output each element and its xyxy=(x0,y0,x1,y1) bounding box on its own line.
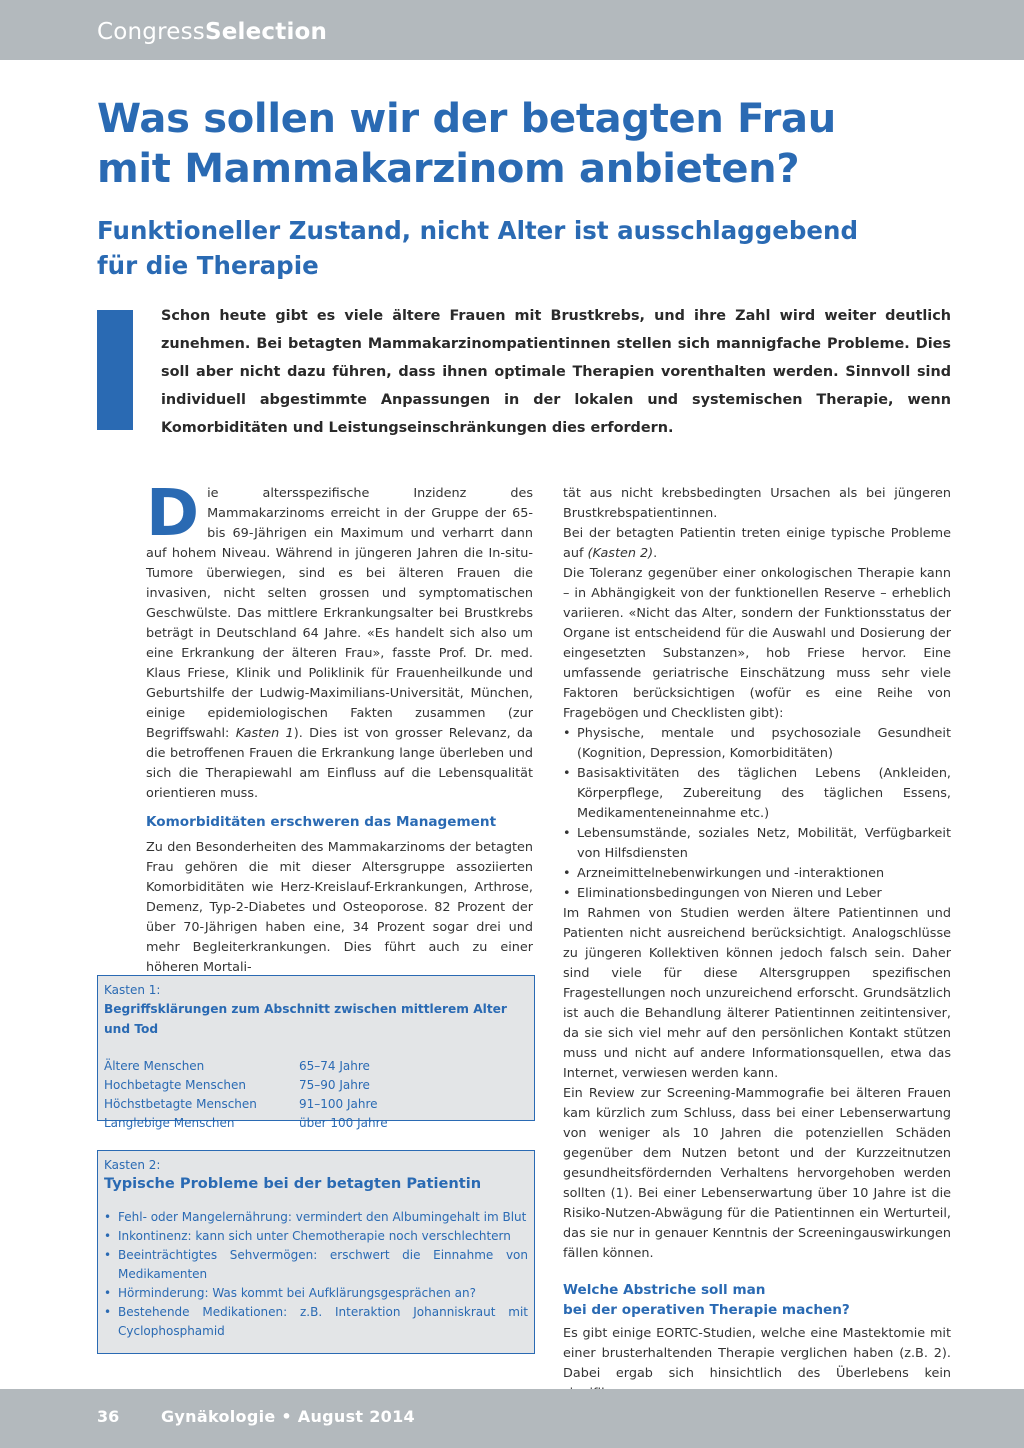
box-reference-2: (Kasten 2) xyxy=(587,546,654,561)
table-row xyxy=(104,1114,528,1133)
intro-text-start: ie altersspezifische Inzidenz des Mammakarzinoms erreicht in der Gruppe der 65- bis 69-Jährigen ein Maximum und verharrt dann auf hohem Niveau. Während in jüngeren Jahren die In-situ-Tumore überwiegen, sind es bei älteren Frauen die invasiven, nicht selten grossen und symptomatischen Geschwülste. Das mittlere Erkrankungsalter bei Brustkrebs beträgt in Deutschland 64 Jahre. «Es handelt sich also um eine Erkrankung der älteren Frau», fasste Prof. Dr. med. Klaus Friese, Klinik und Poliklinik für Frauenheilkunde und Geburtshilfe der Ludwig-Maximilians-Universität, München, einige epidemiologischen Fakten zusammen (zur Begriffswahl: xyxy=(146,486,533,741)
subtitle-line-1: Funktioneller Zustand, nicht Alter ist ausschlaggebend xyxy=(97,216,858,245)
article-title xyxy=(97,94,957,194)
problems-list xyxy=(104,1208,528,1341)
tolerance-paragraph: Die Toleranz gegenüber einer onkologischen Therapie kann – in Abhängigkeit von der funktionellen Reserve – erheblich variieren. «Nicht das Alter, sondern der Funktionsstatus der Organe ist entscheidend für die Auswahl und Dosierung der eingesetzten Substanzen», hob Friese hervor. Eine umfassende geriatrische Einschätzung muss sehr viele Faktoren berücksichtigen (wofür es eine Reihe von Fragebögen und Checklisten gibt): xyxy=(563,566,951,721)
lead-paragraph: Schon heute gibt es viele ältere Frauen mit Brustkrebs, und ihre Zahl wird weiter deutlich zunehmen. Bei betagten Mammakarzinompatientinnen stellen sich mannigfache Probleme. Dies soll aber nicht dazu führen, dass ihnen optimale Therapien vorenthalten werden. Sinnvoll sind individuell abgestimmte Anpassungen in der lokalen und systemischen Therapie, wenn Komorbiditäten und Leistungseinschränkungen dies erfordern. xyxy=(161,308,951,436)
text-column-left xyxy=(146,477,533,978)
box-reference-1: Kasten 1 xyxy=(235,726,294,741)
page-number: 36 xyxy=(97,1407,120,1426)
problems-paragraph xyxy=(563,524,951,564)
subtitle-line-2: für die Therapie xyxy=(97,251,319,280)
term-cell: Langlebige Menschen xyxy=(104,1116,235,1130)
list-item: • Inkontinenz: kann sich unter Chemotherapie noch verschlechtern xyxy=(104,1227,528,1246)
problems-text-end: . xyxy=(653,546,658,561)
section-heading-comorbidities: Komorbiditäten erschweren das Management xyxy=(146,814,497,830)
brand-bold: Selection xyxy=(204,19,328,45)
title-line-2: mit Mammakarzinom anbieten? xyxy=(97,146,800,192)
table-row xyxy=(104,1057,528,1076)
list-item: • Hörminderung: Was kommt bei Aufklärungsgesprächen an? xyxy=(104,1284,528,1303)
age-terms-table xyxy=(104,1057,528,1133)
list-item: • Basisaktivitäten des täglichen Lebens (Ankleiden, Körperpflege, Zubereitung des täglichen Essens, Medikamenteneinnahme etc.) xyxy=(563,764,951,824)
continued-paragraph: tät aus nicht krebsbedingten Ursachen als bei jüngeren Brustkrebspatientinnen. xyxy=(563,486,951,521)
header-band xyxy=(0,0,1024,60)
range-cell: 75–90 Jahre xyxy=(299,1078,370,1092)
info-box-1 xyxy=(97,975,535,1130)
intro-paragraph xyxy=(146,477,533,804)
assessment-list xyxy=(563,724,951,904)
table-row xyxy=(104,1095,528,1114)
footer-band xyxy=(0,1389,1024,1448)
range-cell: 91–100 Jahre xyxy=(299,1097,378,1111)
title-line-1: Was sollen wir der betagten Frau xyxy=(97,96,836,142)
box-heading: Begriffsklärungen zum Abschnitt zwischen mittlerem Alter und Tod xyxy=(104,1002,507,1036)
surgery-paragraph: Es gibt einige EORTC-Studien, welche eine Mastektomie mit einer brusterhaltenden Therapie verglichen haben (z.B. 2). Dabei ergab sich hinsichtlich des Überlebens kein xyxy=(563,1326,951,1381)
comorbidities-paragraph: Zu den Besonderheiten des Mammakarzinoms der betagten Frau gehören die mit dieser Altersgruppe assoziierten Komorbiditäten wie Herz-Kreislauf-Erkrankungen, Arthrose, Demenz, Typ-2-Diabetes und Osteoporose. 82 Prozent der über 70-Jährigen haben eine, 34 Prozent sogar drei und mehr Begleiterkrankungen. Dies führt auch zu einer höheren Mortali- xyxy=(146,840,533,975)
problems-text: Bei der betagten Patientin treten einige typische Probleme auf xyxy=(563,526,951,561)
list-item: • Eliminationsbedingungen von Nieren und Leber xyxy=(563,884,951,904)
range-cell: über 100 Jahre xyxy=(299,1116,388,1130)
box-label: Kasten 2: xyxy=(104,1158,161,1172)
box-label: Kasten 1: xyxy=(104,983,161,997)
brand-light: Congress xyxy=(97,19,205,45)
intro-text-end: ). Dies ist von grosser Relevanz, da die betroffenen Frauen die Erkrankung lange überleben und sich die Therapiewahl am Einfluss auf die Lebensqualität orientieren muss. xyxy=(146,726,533,801)
heading-line-1: Welche Abstriche soll man xyxy=(563,1282,766,1298)
journal-issue: Gynäkologie • August 2014 xyxy=(161,1407,415,1426)
list-item: • Fehl- oder Mangelernährung: vermindert den Albumingehalt im Blut xyxy=(104,1208,528,1227)
text-column-right xyxy=(563,484,951,1404)
heading-line-2: bei der operativen Therapie machen? xyxy=(563,1302,850,1318)
list-item: • Physische, mentale und psychosoziale Gesundheit (Kognition, Depression, Komorbiditäten) xyxy=(563,724,951,764)
range-cell: 65–74 Jahre xyxy=(299,1059,370,1073)
section-heading-surgery xyxy=(563,1280,951,1320)
list-item: • Lebensumstände, soziales Netz, Mobilität, Verfügbarkeit von Hilfsdiensten xyxy=(563,824,951,864)
brand-logo xyxy=(97,17,327,47)
list-item: • Bestehende Medikationen: z.B. Interaktion Johanniskraut mit Cyclophosphamid xyxy=(104,1303,528,1341)
article-subtitle xyxy=(97,213,937,283)
lead-accent-bar xyxy=(97,310,133,430)
table-row xyxy=(104,1076,528,1095)
term-cell: Hochbetagte Menschen xyxy=(104,1078,246,1092)
info-box-2 xyxy=(97,1150,535,1354)
term-cell: Höchstbetagte Menschen xyxy=(104,1097,257,1111)
screening-paragraph: Ein Review zur Screening-Mammografie bei älteren Frauen kam kürzlich zum Schluss, dass bei einer Lebenserwartung von weniger als 10 Jahren die potenziellen Schäden gegenüber dem Nutzen betont und der Kurzzeitnutzen gesundheitsfördernden Verhaltens hervorgehoben werden sollten (1). Bei einer Lebenserwartung über 10 Jahre ist die Risiko-Nutzen-Abwägung für die Patientinnen ein Werturteil, das sie nur in genauer Kenntnis der Screeningauswirkungen fällen können. xyxy=(563,1086,951,1261)
term-cell: Ältere Menschen xyxy=(104,1059,205,1073)
drop-cap: D xyxy=(146,477,200,551)
studies-paragraph: Im Rahmen von Studien werden ältere Patientinnen und Patienten nicht ausreichend berücksichtigt. Analogschlüsse zu jüngeren Kollektiven können jedoch falsch sein. Daher sind viele für diese Altersgruppen spezifischen Fragestellungen noch unzureichend erforscht. Grundsätzlich ist auch die Behandlung älterer Patientinnen zeitintensiver, da sie sich viel mehr auf den persönlichen Kontakt stützen muss und nicht auf andere Informationsquellen, etwa das Internet, verwiesen werden kann. xyxy=(563,906,951,1081)
box-heading: Typische Probleme bei der betagten Patientin xyxy=(104,1175,482,1192)
list-item: • Arzneimittelnebenwirkungen und -interaktionen xyxy=(563,864,951,884)
list-item: • Beeinträchtigtes Sehvermögen: erschwert die Einnahme von Medikamenten xyxy=(104,1246,528,1284)
